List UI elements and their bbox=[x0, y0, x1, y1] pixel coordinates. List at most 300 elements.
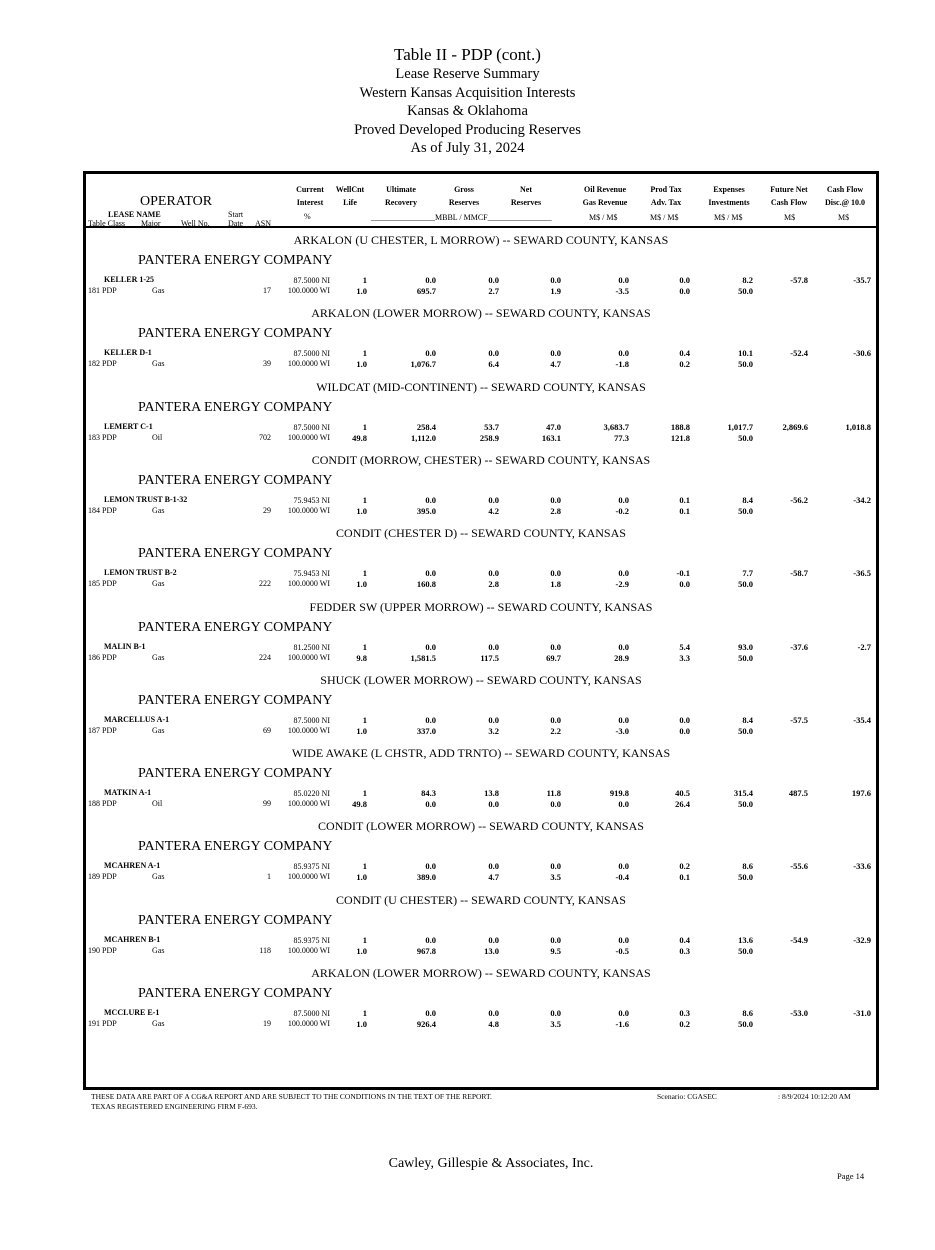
expenses-heading bbox=[698, 183, 760, 209]
net-interest: 87.5000 NI bbox=[293, 422, 330, 432]
net-interest: 87.5000 NI bbox=[293, 715, 330, 725]
value-wellcnt: 1 bbox=[362, 934, 367, 945]
title-line-3: Western Kansas Acquisition Interests bbox=[359, 84, 576, 101]
value-exp2: 50.0 bbox=[738, 359, 753, 370]
value-ult1: 258.4 bbox=[416, 421, 436, 432]
value-ult2: 1,581.5 bbox=[410, 652, 436, 663]
major-product: Gas bbox=[152, 286, 165, 295]
value-life: 49.8 bbox=[352, 432, 367, 443]
major-product: Oil bbox=[152, 799, 163, 809]
major-product: Gas bbox=[152, 725, 165, 735]
title-line-1: Table II - PDP (cont.) bbox=[394, 45, 541, 64]
value-rev2: -0.4 bbox=[615, 872, 629, 883]
title-line-6: As of July 31, 2024 bbox=[410, 140, 525, 156]
major-product: Gas bbox=[152, 945, 165, 955]
operator-company: PANTERA ENERGY COMPANY bbox=[138, 326, 333, 342]
ultimate-label: Ultimate bbox=[386, 185, 416, 194]
working-interest: 100.0000 WI bbox=[287, 799, 330, 809]
discounted-cash-flow: 1,018.8 bbox=[845, 421, 871, 432]
value-life: 1.0 bbox=[356, 1019, 367, 1029]
wellcnt-heading bbox=[329, 183, 371, 209]
ultimate-heading bbox=[373, 183, 429, 209]
value-exp2: 50.0 bbox=[738, 652, 753, 663]
table-class: 190 PDP bbox=[88, 945, 117, 955]
value-tax1: -0.1 bbox=[676, 568, 690, 579]
value-tax2: 3.3 bbox=[679, 652, 690, 663]
net-heading bbox=[498, 183, 554, 209]
interest-label: Interest bbox=[296, 198, 324, 207]
value-gross2: 4.2 bbox=[488, 505, 499, 516]
value-ult1: 0.0 bbox=[425, 714, 436, 725]
major-product: Gas bbox=[152, 579, 165, 589]
value-net2: 1.8 bbox=[550, 579, 561, 590]
value-gross1: 0.0 bbox=[488, 494, 499, 505]
footer-line-2: TEXAS REGISTERED ENGINEERING FIRM F-693. bbox=[91, 1102, 258, 1111]
asn: 29 bbox=[263, 505, 271, 515]
value-tax2: 0.1 bbox=[679, 505, 690, 516]
value-gross2: 13.0 bbox=[484, 945, 499, 956]
value-rev2: -3.0 bbox=[615, 725, 629, 736]
asn: 99 bbox=[263, 799, 271, 809]
asn: 19 bbox=[263, 1019, 271, 1028]
value-gross1: 0.0 bbox=[488, 934, 499, 945]
value-life: 1.0 bbox=[356, 359, 367, 370]
value-net2: 4.7 bbox=[550, 359, 561, 370]
value-gross1: 0.0 bbox=[488, 714, 499, 725]
future-net-cash-flow: -53.0 bbox=[790, 1008, 808, 1018]
discounted-cash-flow: -30.6 bbox=[853, 348, 871, 359]
value-net1: 0.0 bbox=[550, 934, 561, 945]
value-rev2: 0.0 bbox=[618, 799, 629, 810]
lease-name: MARCELLUS A-1 bbox=[104, 714, 170, 724]
pct-heading: % bbox=[304, 212, 311, 221]
value-rev1: 0.0 bbox=[618, 714, 629, 725]
net-interest: 87.5000 NI bbox=[293, 349, 330, 359]
tax-heading bbox=[638, 183, 694, 209]
working-interest: 100.0000 WI bbox=[287, 1019, 330, 1028]
value-wellcnt: 1 bbox=[362, 641, 367, 652]
working-interest: 100.0000 WI bbox=[287, 725, 330, 735]
operator-company: PANTERA ENERGY COMPANY bbox=[138, 766, 333, 782]
value-ult1: 0.0 bbox=[425, 934, 436, 945]
value-net1: 0.0 bbox=[550, 494, 561, 505]
value-gross2: 6.4 bbox=[488, 359, 499, 370]
value-life: 1.0 bbox=[356, 286, 367, 296]
value-tax2: 0.2 bbox=[679, 359, 690, 370]
major-product: Gas bbox=[152, 505, 165, 515]
value-gross1: 0.0 bbox=[488, 275, 499, 285]
field-county-title: ARKALON (U CHESTER, L MORROW) -- SEWARD COUNTY, KANSAS bbox=[293, 233, 669, 247]
value-rev2: 77.3 bbox=[614, 432, 629, 443]
asn: 17 bbox=[263, 286, 271, 295]
value-tax2: 121.8 bbox=[670, 432, 690, 443]
working-interest: 100.0000 WI bbox=[287, 945, 330, 955]
value-net2: 9.5 bbox=[550, 945, 561, 956]
value-tax2: 0.0 bbox=[679, 286, 690, 296]
lease-name: MALIN B-1 bbox=[104, 641, 146, 651]
value-rev2: -2.9 bbox=[615, 579, 629, 590]
cash-flow-2-label: Cash Flow bbox=[826, 185, 864, 194]
major-heading: Major bbox=[141, 219, 161, 228]
value-net1: 0.0 bbox=[550, 275, 561, 285]
value-exp2: 50.0 bbox=[738, 799, 753, 810]
table-class: 182 PDP bbox=[88, 359, 117, 369]
net-interest: 75.9453 NI bbox=[293, 495, 330, 505]
table-class: 184 PDP bbox=[88, 505, 117, 515]
future-net-cash-flow: 2,869.6 bbox=[782, 421, 808, 432]
report-title bbox=[0, 45, 935, 158]
operator-company: PANTERA ENERGY COMPANY bbox=[138, 546, 333, 562]
future-net-cash-flow: -57.8 bbox=[790, 275, 808, 285]
value-gross2: 3.2 bbox=[488, 725, 499, 736]
value-ult2: 0.0 bbox=[425, 799, 436, 810]
table-class: 183 PDP bbox=[88, 432, 117, 442]
page-number: Page 14 bbox=[837, 1171, 865, 1181]
operator-company: PANTERA ENERGY COMPANY bbox=[138, 839, 333, 855]
future-net-cash-flow: -57.5 bbox=[790, 714, 808, 725]
discounted-cash-flow: -34.2 bbox=[853, 494, 871, 505]
disc-units: M$ bbox=[838, 213, 850, 222]
future-net-cash-flow: 487.5 bbox=[788, 788, 808, 799]
value-exp2: 50.0 bbox=[738, 945, 753, 956]
future-net-cash-flow: -55.6 bbox=[790, 861, 808, 872]
table-class: 191 PDP bbox=[88, 1019, 117, 1028]
value-exp1: 7.7 bbox=[742, 568, 753, 579]
major-product: Gas bbox=[152, 652, 165, 662]
value-exp2: 50.0 bbox=[738, 286, 753, 296]
value-gross2: 258.9 bbox=[479, 432, 499, 443]
date-heading: Date bbox=[228, 219, 244, 228]
net-label: Net bbox=[520, 185, 532, 194]
life-label: Life bbox=[343, 198, 357, 207]
value-ult2: 395.0 bbox=[416, 505, 436, 516]
value-wellcnt: 1 bbox=[362, 421, 367, 432]
value-net2: 163.1 bbox=[541, 432, 561, 443]
value-exp1: 10.1 bbox=[738, 348, 753, 359]
value-exp2: 50.0 bbox=[738, 725, 753, 736]
value-tax2: 0.0 bbox=[679, 725, 690, 736]
future-net-cash-flow: -58.7 bbox=[790, 568, 808, 579]
asn-heading: ASN bbox=[255, 219, 272, 228]
value-ult2: 1,112.0 bbox=[410, 432, 436, 443]
asn: 222 bbox=[259, 579, 271, 589]
value-tax2: 0.3 bbox=[679, 945, 690, 956]
value-exp2: 50.0 bbox=[738, 432, 753, 443]
value-wellcnt: 1 bbox=[362, 275, 367, 285]
disc-heading bbox=[816, 183, 874, 209]
value-ult2: 695.7 bbox=[416, 286, 436, 296]
wellcnt-label: WellCnt bbox=[335, 185, 365, 194]
investments-label: Investments bbox=[708, 198, 750, 207]
value-gross1: 13.8 bbox=[484, 788, 499, 799]
value-ult1: 0.0 bbox=[425, 275, 436, 285]
future-net-label: Future Net bbox=[770, 185, 808, 194]
lease-name: MATKIN A-1 bbox=[104, 788, 152, 798]
value-life: 9.8 bbox=[356, 652, 367, 663]
field-county-title: ARKALON (LOWER MORROW) -- SEWARD COUNTY, KANSAS bbox=[311, 306, 651, 321]
value-ult2: 967.8 bbox=[416, 945, 436, 956]
value-rev1: 0.0 bbox=[618, 1008, 629, 1018]
value-exp2: 50.0 bbox=[738, 579, 753, 590]
lease-name: LEMON TRUST B-1-32 bbox=[104, 494, 188, 504]
major-product: Gas bbox=[152, 872, 165, 882]
value-rev2: -0.5 bbox=[615, 945, 629, 956]
value-ult1: 0.0 bbox=[425, 348, 436, 359]
operator-heading: OPERATOR bbox=[140, 194, 213, 209]
lease-name: MCAHREN B-1 bbox=[104, 934, 161, 944]
value-rev1: 0.0 bbox=[618, 934, 629, 945]
major-product: Gas bbox=[152, 1019, 165, 1028]
value-net2: 3.5 bbox=[550, 872, 561, 883]
discounted-cash-flow: -35.7 bbox=[853, 275, 871, 285]
value-gross2: 2.8 bbox=[488, 579, 499, 590]
lease-name: MCCLURE E-1 bbox=[104, 1008, 160, 1017]
value-ult1: 0.0 bbox=[425, 641, 436, 652]
table-class: 188 PDP bbox=[88, 799, 117, 809]
value-rev1: 0.0 bbox=[618, 494, 629, 505]
value-exp1: 1,017.7 bbox=[727, 421, 753, 432]
lease-name: KELLER 1-25 bbox=[104, 275, 155, 284]
future-net-cash-flow: -52.4 bbox=[790, 348, 808, 359]
table-header bbox=[86, 174, 876, 228]
value-tax2: 26.4 bbox=[675, 799, 690, 810]
working-interest: 100.0000 WI bbox=[287, 652, 330, 662]
value-wellcnt: 1 bbox=[362, 714, 367, 725]
table-class: 187 PDP bbox=[88, 725, 117, 735]
value-ult2: 1,076.7 bbox=[410, 359, 436, 370]
working-interest: 100.0000 WI bbox=[287, 432, 330, 442]
value-tax1: 0.0 bbox=[679, 714, 690, 725]
scenario-label: Scenario: CGASEC bbox=[657, 1092, 717, 1101]
asn: 69 bbox=[263, 725, 271, 735]
value-exp1: 315.4 bbox=[733, 788, 753, 799]
value-net2: 1.9 bbox=[550, 286, 561, 296]
value-life: 49.8 bbox=[352, 799, 367, 810]
field-county-title: WILDCAT (MID-CONTINENT) -- SEWARD COUNTY, KANSAS bbox=[316, 379, 646, 394]
value-gross1: 0.0 bbox=[488, 861, 499, 872]
discounted-cash-flow: -31.0 bbox=[853, 1008, 871, 1018]
value-exp1: 8.4 bbox=[742, 714, 753, 725]
value-tax1: 0.0 bbox=[679, 275, 690, 285]
operator-company: PANTERA ENERGY COMPANY bbox=[138, 692, 333, 708]
lease-name-heading: LEASE NAME bbox=[108, 210, 161, 219]
adv-tax-label: Adv. Tax bbox=[650, 198, 682, 207]
net-reserves-label: Reserves bbox=[510, 198, 542, 207]
revenue-units: M$ / M$ bbox=[589, 213, 618, 222]
value-rev1: 0.0 bbox=[618, 568, 629, 579]
value-life: 1.0 bbox=[356, 579, 367, 590]
asn: 118 bbox=[259, 945, 271, 955]
asn: 702 bbox=[259, 432, 271, 442]
value-tax2: 0.1 bbox=[679, 872, 690, 883]
value-ult2: 337.0 bbox=[416, 725, 436, 736]
operator-company: PANTERA ENERGY COMPANY bbox=[138, 619, 333, 635]
major-product: Gas bbox=[152, 359, 165, 369]
discounted-cash-flow: -35.4 bbox=[853, 714, 871, 725]
expenses-label: Expenses bbox=[713, 185, 745, 194]
value-wellcnt: 1 bbox=[362, 348, 367, 359]
value-net1: 0.0 bbox=[550, 1008, 561, 1018]
value-life: 1.0 bbox=[356, 505, 367, 516]
value-net2: 2.8 bbox=[550, 505, 561, 516]
value-gross2: 4.7 bbox=[488, 872, 499, 883]
lease-name: MCAHREN A-1 bbox=[104, 861, 161, 871]
gross-label: Gross bbox=[454, 185, 474, 194]
value-rev2: -0.2 bbox=[615, 505, 629, 516]
net-interest: 85.9375 NI bbox=[293, 862, 330, 872]
table-class-heading: Table Class bbox=[88, 219, 125, 228]
value-net1: 47.0 bbox=[546, 421, 561, 432]
value-tax1: 0.2 bbox=[679, 861, 690, 872]
title-line-4: Kansas & Oklahoma bbox=[407, 103, 528, 119]
expenses-units: M$ / M$ bbox=[714, 213, 743, 222]
field-county-title: CONDIT (LOWER MORROW) -- SEWARD COUNTY, KANSAS bbox=[318, 819, 644, 834]
value-tax1: 0.1 bbox=[679, 494, 690, 505]
value-gross2: 117.5 bbox=[480, 652, 499, 663]
footer-line-1: THESE DATA ARE PART OF A CG&A REPORT AND ARE SUBJECT TO THE CONDITIONS IN THE TEXT OF THE REPORT. bbox=[91, 1092, 492, 1101]
lease-name: LEMON TRUST B-2 bbox=[104, 568, 177, 578]
field-county-title: FEDDER SW (UPPER MORROW) -- SEWARD COUNTY, KANSAS bbox=[309, 599, 653, 614]
value-gross1: 0.0 bbox=[488, 348, 499, 359]
value-exp1: 8.4 bbox=[742, 494, 753, 505]
value-rev1: 919.8 bbox=[609, 788, 629, 799]
field-county-title: CONDIT (MORROW, CHESTER) -- SEWARD COUNTY, KANSAS bbox=[311, 452, 651, 467]
tax-units: M$ / M$ bbox=[650, 213, 679, 222]
table-class: 181 PDP bbox=[88, 286, 117, 295]
value-exp1: 8.6 bbox=[742, 1008, 753, 1018]
working-interest: 100.0000 WI bbox=[287, 579, 330, 589]
cash-flow-label: Cash Flow bbox=[770, 198, 808, 207]
value-exp2: 50.0 bbox=[738, 1019, 753, 1029]
asn: 224 bbox=[259, 652, 271, 662]
value-exp1: 13.6 bbox=[738, 934, 753, 945]
field-county-title: ARKALON (LOWER MORROW) -- SEWARD COUNTY, KANSAS bbox=[311, 966, 651, 980]
value-rev2: 28.9 bbox=[614, 652, 629, 663]
value-tax1: 188.8 bbox=[670, 421, 690, 432]
value-net2: 69.7 bbox=[546, 652, 561, 663]
value-wellcnt: 1 bbox=[362, 1008, 367, 1018]
value-exp1: 8.6 bbox=[742, 861, 753, 872]
future-net-units: M$ bbox=[784, 213, 796, 222]
table-class: 185 PDP bbox=[88, 579, 117, 589]
value-ult1: 0.0 bbox=[425, 861, 436, 872]
value-rev2: -3.5 bbox=[615, 286, 629, 296]
value-ult1: 0.0 bbox=[425, 1008, 436, 1018]
value-rev1: 0.0 bbox=[618, 861, 629, 872]
net-interest: 81.2500 NI bbox=[293, 642, 330, 652]
asn: 1 bbox=[267, 872, 271, 882]
value-net1: 0.0 bbox=[550, 714, 561, 725]
future-net-cash-flow: -56.2 bbox=[790, 494, 808, 505]
recovery-label: Recovery bbox=[385, 198, 417, 207]
value-tax2: 0.2 bbox=[679, 1019, 690, 1029]
value-exp2: 50.0 bbox=[738, 505, 753, 516]
disc-label: Disc.@ 10.0 bbox=[824, 198, 866, 207]
value-gross1: 0.0 bbox=[488, 1008, 499, 1018]
discounted-cash-flow: -32.9 bbox=[853, 934, 871, 945]
value-ult2: 926.4 bbox=[416, 1019, 436, 1029]
discounted-cash-flow: -36.5 bbox=[853, 568, 871, 579]
asn: 39 bbox=[263, 359, 271, 369]
value-tax1: 40.5 bbox=[675, 788, 690, 799]
gross-reserves-label: Reserves bbox=[448, 198, 480, 207]
net-interest: 75.9453 NI bbox=[293, 569, 330, 579]
discounted-cash-flow: -33.6 bbox=[853, 861, 871, 872]
value-wellcnt: 1 bbox=[362, 788, 367, 799]
company-footer: Cawley, Gillespie & Associates, Inc. bbox=[388, 1156, 594, 1171]
table-class: 189 PDP bbox=[88, 872, 117, 882]
working-interest: 100.0000 WI bbox=[287, 505, 330, 515]
operator-company: PANTERA ENERGY COMPANY bbox=[138, 986, 333, 1001]
operator-company: PANTERA ENERGY COMPANY bbox=[138, 912, 333, 928]
gas-revenue-label: Gas Revenue bbox=[582, 198, 628, 207]
value-net2: 2.2 bbox=[550, 725, 561, 736]
value-net1: 0.0 bbox=[550, 641, 561, 652]
value-gross1: 0.0 bbox=[488, 568, 499, 579]
start-heading: Start bbox=[228, 210, 244, 219]
field-county-title: SHUCK (LOWER MORROW) -- SEWARD COUNTY, KANSAS bbox=[320, 672, 642, 687]
value-net1: 0.0 bbox=[550, 568, 561, 579]
value-wellcnt: 1 bbox=[362, 568, 367, 579]
future-net-cash-flow: -54.9 bbox=[790, 934, 808, 945]
discounted-cash-flow: 197.6 bbox=[851, 788, 871, 799]
units-heading: ________________MBBL / MMCF________________ bbox=[371, 213, 552, 222]
value-tax1: 0.3 bbox=[679, 1008, 690, 1018]
value-net1: 0.0 bbox=[550, 348, 561, 359]
operator-company: PANTERA ENERGY COMPANY bbox=[138, 253, 333, 268]
operator-company: PANTERA ENERGY COMPANY bbox=[138, 472, 333, 488]
value-rev2: -1.6 bbox=[615, 1019, 629, 1029]
value-ult2: 389.0 bbox=[416, 872, 436, 883]
value-tax1: 0.4 bbox=[679, 934, 690, 945]
value-rev1: 0.0 bbox=[618, 275, 629, 285]
value-life: 1.0 bbox=[356, 872, 367, 883]
future-net-heading bbox=[763, 183, 815, 209]
major-product: Oil bbox=[152, 432, 163, 442]
value-net1: 11.8 bbox=[546, 788, 561, 799]
operator-company: PANTERA ENERGY COMPANY bbox=[138, 399, 333, 415]
field-county-title: CONDIT (CHESTER D) -- SEWARD COUNTY, KANSAS bbox=[336, 526, 626, 541]
value-wellcnt: 1 bbox=[362, 494, 367, 505]
timestamp: : 8/9/2024 10:12:20 AM bbox=[778, 1092, 851, 1101]
value-wellcnt: 1 bbox=[362, 861, 367, 872]
value-exp1: 8.2 bbox=[742, 275, 753, 285]
value-rev2: -1.8 bbox=[615, 359, 629, 370]
net-interest: 85.0220 NI bbox=[293, 789, 330, 799]
value-tax1: 0.4 bbox=[679, 348, 690, 359]
oil-revenue-label: Oil Revenue bbox=[584, 185, 626, 194]
lease-name: LEMERT C-1 bbox=[104, 421, 153, 431]
working-interest: 100.0000 WI bbox=[287, 286, 330, 295]
revenue-heading bbox=[570, 183, 640, 209]
working-interest: 100.0000 WI bbox=[287, 872, 330, 882]
value-net1: 0.0 bbox=[550, 861, 561, 872]
value-net2: 3.5 bbox=[550, 1019, 561, 1029]
working-interest: 100.0000 WI bbox=[287, 359, 330, 369]
net-interest: 87.5000 NI bbox=[293, 276, 330, 285]
value-tax2: 0.0 bbox=[679, 579, 690, 590]
value-gross2: 0.0 bbox=[488, 799, 499, 810]
value-gross2: 2.7 bbox=[488, 286, 499, 296]
lease-name: KELLER D-1 bbox=[104, 348, 152, 358]
value-gross1: 53.7 bbox=[484, 421, 499, 432]
value-rev1: 0.0 bbox=[618, 348, 629, 359]
table-frame bbox=[83, 171, 879, 1090]
value-exp2: 50.0 bbox=[738, 872, 753, 883]
table-class: 186 PDP bbox=[88, 652, 117, 662]
value-exp1: 93.0 bbox=[738, 641, 753, 652]
value-ult2: 160.8 bbox=[416, 579, 436, 590]
